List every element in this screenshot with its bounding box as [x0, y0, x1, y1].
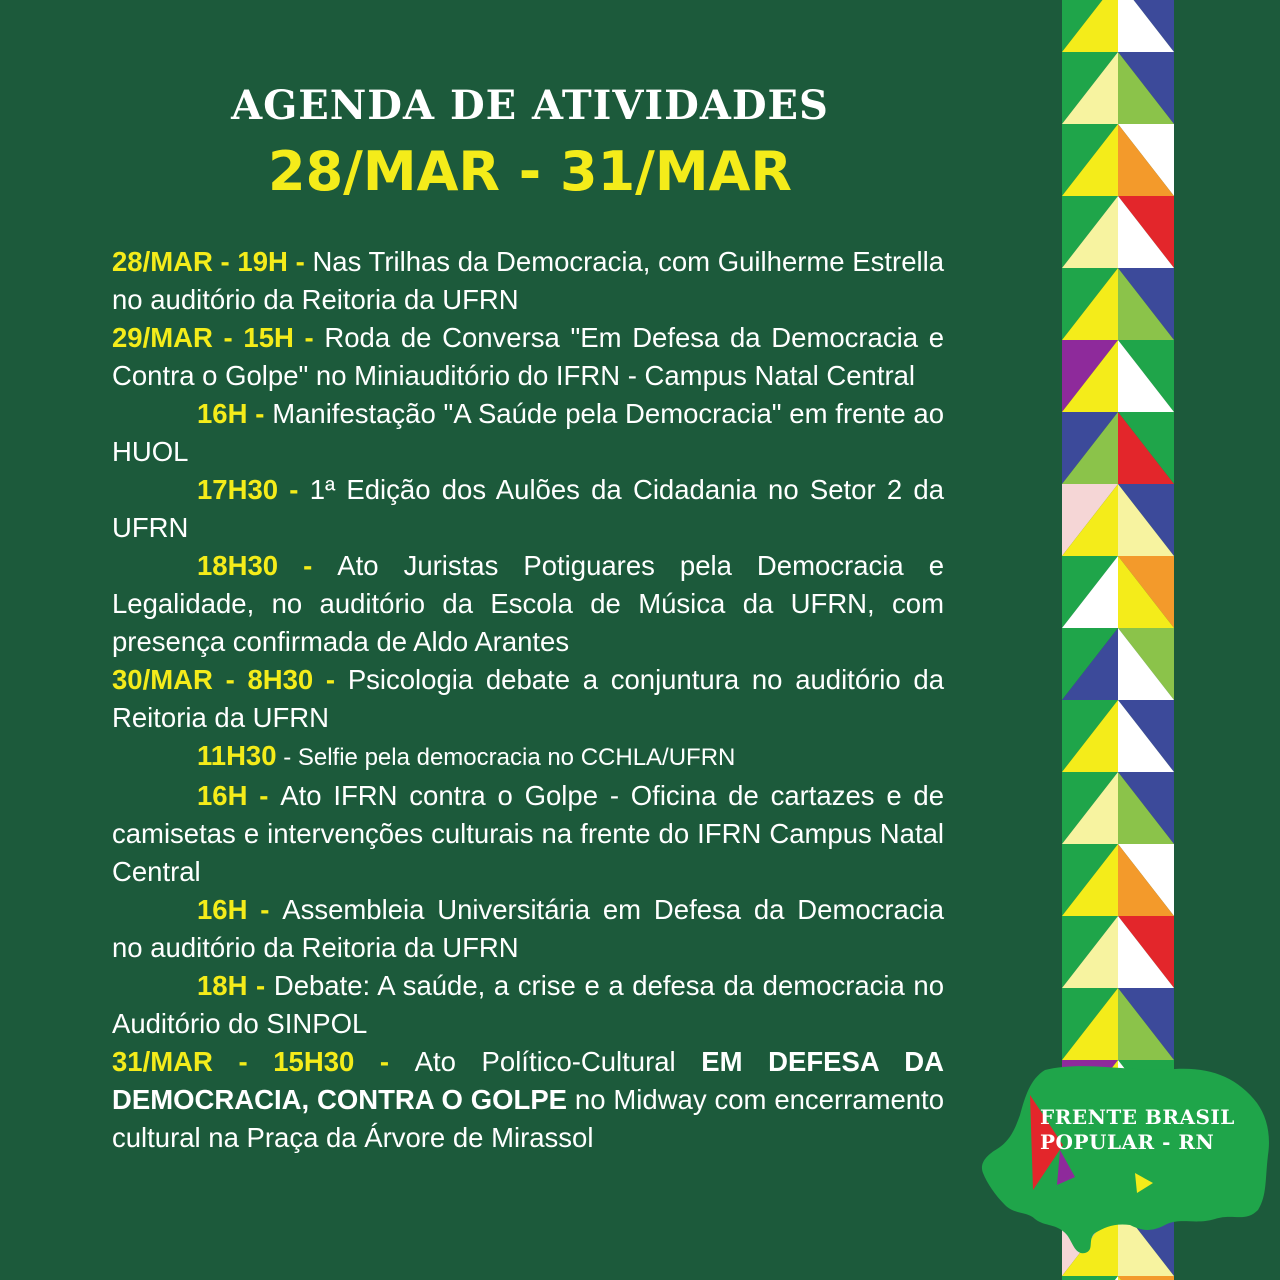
- entry-time: 11H30: [197, 740, 277, 771]
- agenda-entry: [112, 319, 944, 395]
- agenda-entry: [112, 243, 944, 319]
- entry-text: 1ª Edição dos Aulões da Cidadania no Setor 2 da UFRN: [112, 474, 944, 543]
- entry-time: 16H -: [197, 398, 273, 429]
- entry-text: Ato IFRN contra o Golpe - Oficina de cartazes e de camisetas e intervenções culturais na frente do IFRN Campus Natal Central: [112, 780, 945, 887]
- agenda-entry: [112, 777, 944, 891]
- entry-text: Ato Juristas Potiguares pela Democracia e Legalidade, no auditório da Escola de Música da UFRN, com presença confirmada de Aldo Arantes: [112, 550, 944, 657]
- date-range: 28/MAR - 31/MAR: [268, 140, 792, 203]
- entry-text: Manifestação "A Saúde pela Democracia" em frente ao HUOL: [112, 398, 945, 467]
- entry-time: 28/MAR - 19H -: [112, 246, 313, 277]
- entry-time: 17H30 -: [197, 474, 310, 505]
- entry-text: Nas Trilhas da Democracia, com Guilherme Estrella no auditório da Reitoria da UFRN: [112, 246, 944, 315]
- agenda-list: [112, 243, 944, 1157]
- agenda-entry: [112, 737, 944, 777]
- pattern-triangle: [1118, 1276, 1174, 1280]
- entry-text: - Selfie pela democracia no CCHLA/UFRN: [276, 744, 736, 771]
- agenda-entry: [112, 661, 944, 737]
- agenda-entry-final: [112, 1043, 944, 1157]
- agenda-entry: [112, 471, 944, 547]
- pattern-triangle: [1062, 1276, 1118, 1280]
- logo-line-1: FRENTE BRASIL: [1040, 1105, 1235, 1129]
- logo-text: [1040, 1105, 1240, 1155]
- rn-map-logo: [975, 1055, 1275, 1260]
- entry-text: Psicologia debate a conjuntura no auditório da Reitoria da UFRN: [112, 664, 944, 733]
- logo-line-2: POPULAR - RN: [1040, 1130, 1215, 1154]
- agenda-entry: [112, 547, 944, 661]
- entry-time: 16H -: [197, 780, 281, 811]
- entry-text: Assembleia Universitária em Defesa da Democracia no auditório da Reitoria da UFRN: [112, 894, 944, 963]
- entry-time: 18H -: [197, 970, 274, 1001]
- entry-text: no Midway com encerramento cultural na Praça da Árvore de Mirassol: [112, 1084, 944, 1153]
- rn-map-shape: [982, 1066, 1269, 1253]
- page-title: AGENDA DE ATIVIDADES: [231, 82, 829, 129]
- entry-time: 16H -: [197, 894, 283, 925]
- entry-time: 18H30 -: [197, 550, 338, 581]
- entry-text: Roda de Conversa "Em Defesa da Democracia e Contra o Golpe" no Miniauditório do IFRN - Campus Natal Central: [112, 322, 944, 391]
- entry-time: 29/MAR - 15H -: [112, 322, 325, 353]
- entry-time: 30/MAR - 8H30 -: [112, 664, 348, 695]
- entry-time: 31/MAR - 15H30 -: [112, 1046, 415, 1077]
- entry-text: Debate: A saúde, a crise e a defesa da democracia no Auditório do SINPOL: [112, 970, 944, 1039]
- agenda-entry: [112, 967, 944, 1043]
- entry-emphasis: EM DEFESA DA DEMOCRACIA, CONTRA O GOLPE: [112, 1046, 945, 1115]
- agenda-entry: [112, 891, 944, 967]
- entry-text: Ato Político-Cultural: [414, 1046, 702, 1077]
- agenda-entry: [112, 395, 944, 471]
